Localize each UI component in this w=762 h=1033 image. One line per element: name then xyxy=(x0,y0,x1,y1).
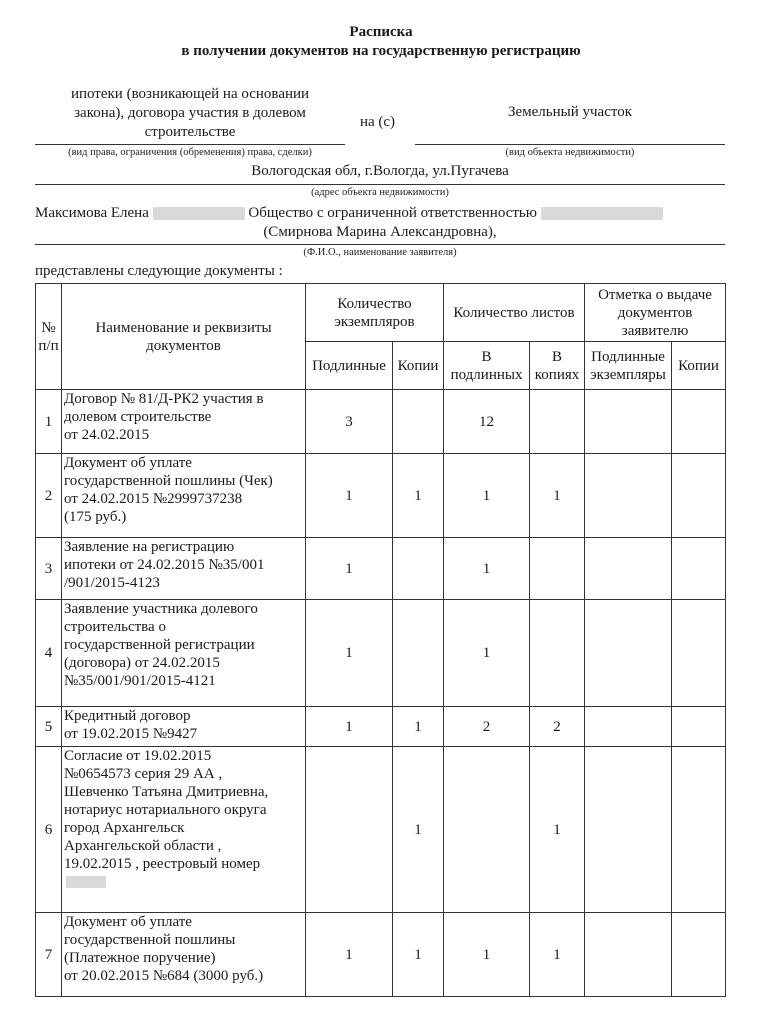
row-originals: 1 xyxy=(306,454,393,538)
row-number: 7 xyxy=(36,913,62,997)
row-sheets-originals: 1 xyxy=(444,913,530,997)
right-kind-line: строительстве xyxy=(144,124,236,140)
document-name-line: Кредитный договор xyxy=(64,708,191,724)
header-line: копиях xyxy=(534,366,580,383)
document-name-line: город Архангельск xyxy=(64,820,185,836)
row-copies xyxy=(393,538,444,600)
document-name-line: ипотеки от 24.02.2015 №35/001 xyxy=(64,557,265,573)
row-sheets-copies: 1 xyxy=(530,747,585,913)
row-issue-copies xyxy=(672,707,726,747)
object-kind-caption: (вид объекта недвижимости) xyxy=(505,147,635,158)
row-document-name xyxy=(62,600,306,707)
redacted-block xyxy=(66,876,106,888)
document-name-line: Договор № 81/Д-РК2 участия в xyxy=(64,391,264,407)
applicant-org: Общество с ограниченной ответственностью xyxy=(248,205,537,221)
row-number: 2 xyxy=(36,454,62,538)
row-sheets-copies xyxy=(530,538,585,600)
row-issue-originals xyxy=(585,454,672,538)
row-number: 6 xyxy=(36,747,62,913)
header-originals: Подлинные xyxy=(306,342,393,390)
document-name-line: нотариус нотариального округа xyxy=(64,802,267,818)
row-sheets-copies: 1 xyxy=(530,913,585,997)
applicant-caption: (Ф.И.О., наименование заявителя) xyxy=(303,247,457,258)
row-sheets-copies: 2 xyxy=(530,707,585,747)
table-row xyxy=(36,390,726,454)
row-copies xyxy=(393,390,444,454)
document-name-line: Согласие от 19.02.2015 xyxy=(64,748,212,764)
table-row xyxy=(36,600,726,707)
row-originals: 1 xyxy=(306,600,393,707)
header-sheets-originals xyxy=(444,342,530,390)
row-document-name xyxy=(62,707,306,747)
row-issue-originals xyxy=(585,747,672,913)
header-sheets-copies xyxy=(530,342,585,390)
header-issue-originals: Подлинные экземпляры xyxy=(585,342,672,390)
table-row xyxy=(36,913,726,997)
address-value: Вологодская обл, г.Вологда, ул.Пугачева xyxy=(251,163,509,179)
document-name-line: Документ об уплате xyxy=(64,914,192,930)
row-issue-originals xyxy=(585,600,672,707)
row-number: 5 xyxy=(36,707,62,747)
document-name-line: от 24.02.2015 №2999737238 xyxy=(64,491,243,507)
table-row xyxy=(36,538,726,600)
header-document-name: Наименование и реквизиты документов xyxy=(62,284,306,390)
document-name-line: №0654573 серия 29 АА , xyxy=(64,766,223,782)
row-sheets-originals: 12 xyxy=(444,390,530,454)
row-document-name xyxy=(62,747,306,913)
header-copies: Копии xyxy=(393,342,444,390)
row-originals: 1 xyxy=(306,538,393,600)
document-subtitle: в получении документов на государственную регистрацию xyxy=(181,43,581,59)
header-number: № п/п xyxy=(36,284,62,390)
row-issue-copies xyxy=(672,390,726,454)
row-originals: 3 xyxy=(306,390,393,454)
row-sheets-originals: 2 xyxy=(444,707,530,747)
table-row xyxy=(36,707,726,747)
applicant-line2: (Смирнова Марина Александровна), xyxy=(263,224,497,240)
row-document-name xyxy=(62,913,306,997)
right-kind-line: закона), договора участия в долевом xyxy=(74,105,306,121)
row-document-name xyxy=(62,538,306,600)
row-sheets-originals xyxy=(444,747,530,913)
redacted-block xyxy=(541,207,663,220)
row-sheets-originals: 1 xyxy=(444,454,530,538)
document-name-line: от 19.02.2015 №9427 xyxy=(64,726,198,742)
document-name-line: Заявление на регистрацию xyxy=(64,539,235,555)
object-kind-underline xyxy=(415,144,725,145)
address-caption: (адрес объекта недвижимости) xyxy=(311,187,449,198)
row-number: 4 xyxy=(36,600,62,707)
header-copies-group: Количество экземпляров xyxy=(306,284,444,342)
row-issue-copies xyxy=(672,913,726,997)
row-originals: 1 xyxy=(306,707,393,747)
document-name-line: строительства о xyxy=(64,619,166,635)
row-document-name xyxy=(62,390,306,454)
row-copies: 1 xyxy=(393,747,444,913)
document-name-line: государственной регистрации xyxy=(64,637,255,653)
header-sheets-group: Количество листов xyxy=(444,284,585,342)
on-label: на (с) xyxy=(359,114,396,130)
row-number: 3 xyxy=(36,538,62,600)
document-name-line: государственной пошлины xyxy=(64,932,236,948)
documents-table xyxy=(35,283,726,997)
row-originals: 1 xyxy=(306,913,393,997)
document-name-line: Документ об уплате xyxy=(64,455,192,471)
document-name-line: долевом строительстве xyxy=(64,409,212,425)
row-issue-copies xyxy=(672,454,726,538)
document-name-line: Заявление участника долевого xyxy=(64,601,258,617)
document-name-line: 19.02.2015 , реестровый номер xyxy=(64,856,261,872)
row-sheets-copies xyxy=(530,600,585,707)
header-line: подлинных xyxy=(450,366,523,383)
right-kind-underline xyxy=(35,144,345,145)
document-name-line: Шевченко Татьяна Дмитриевна, xyxy=(64,784,269,800)
document-name-line: /901/2015-4123 xyxy=(64,575,160,591)
row-sheets-originals: 1 xyxy=(444,600,530,707)
row-issue-copies xyxy=(672,538,726,600)
right-kind-caption: (вид права, ограничения (обременения) права, сделки) xyxy=(68,147,312,158)
row-originals xyxy=(306,747,393,913)
right-kind-line: ипотеки (возникающей на основании xyxy=(70,86,310,102)
row-issue-originals xyxy=(585,538,672,600)
document-name-line: (Платежное поручение) xyxy=(64,950,216,966)
document-name-line: государственной пошлины (Чек) xyxy=(64,473,273,489)
row-sheets-originals: 1 xyxy=(444,538,530,600)
row-issue-originals xyxy=(585,390,672,454)
intro-text: представлены следующие документы : xyxy=(35,263,283,279)
row-copies: 1 xyxy=(393,913,444,997)
document-name-line: Архангельской области , xyxy=(64,838,222,854)
table-row xyxy=(36,747,726,913)
applicant-underline xyxy=(35,244,725,245)
row-sheets-copies xyxy=(530,390,585,454)
redacted-block xyxy=(153,207,245,220)
table-header-row xyxy=(36,284,726,342)
document-name-line: от 20.02.2015 №684 (3000 руб.) xyxy=(64,968,264,984)
document-name-line: (договора) от 24.02.2015 xyxy=(64,655,220,671)
row-issue-originals xyxy=(585,707,672,747)
row-sheets-copies: 1 xyxy=(530,454,585,538)
row-issue-copies xyxy=(672,747,726,913)
header-line: В xyxy=(552,348,563,365)
row-issue-copies xyxy=(672,600,726,707)
header-issue-copies: Копии xyxy=(672,342,726,390)
document-name-line: №35/001/901/2015-4121 xyxy=(64,673,216,689)
header-issue-group: Отметка о выдаче документов заявителю xyxy=(585,284,726,342)
document-name-line: от 24.02.2015 xyxy=(64,427,150,443)
row-copies: 1 xyxy=(393,707,444,747)
address-underline xyxy=(35,184,725,185)
object-kind-value: Земельный участок xyxy=(507,104,633,120)
row-document-name xyxy=(62,454,306,538)
table-row xyxy=(36,454,726,538)
header-line: В xyxy=(481,348,492,365)
row-copies: 1 xyxy=(393,454,444,538)
document-name-line: (175 руб.) xyxy=(64,509,127,525)
row-number: 1 xyxy=(36,390,62,454)
right-kind-value xyxy=(40,85,340,142)
row-issue-originals xyxy=(585,913,672,997)
applicant-line1 xyxy=(35,205,735,222)
applicant-name: Максимова Елена xyxy=(35,205,149,221)
row-copies xyxy=(393,600,444,707)
document-title: Расписка xyxy=(349,24,413,40)
